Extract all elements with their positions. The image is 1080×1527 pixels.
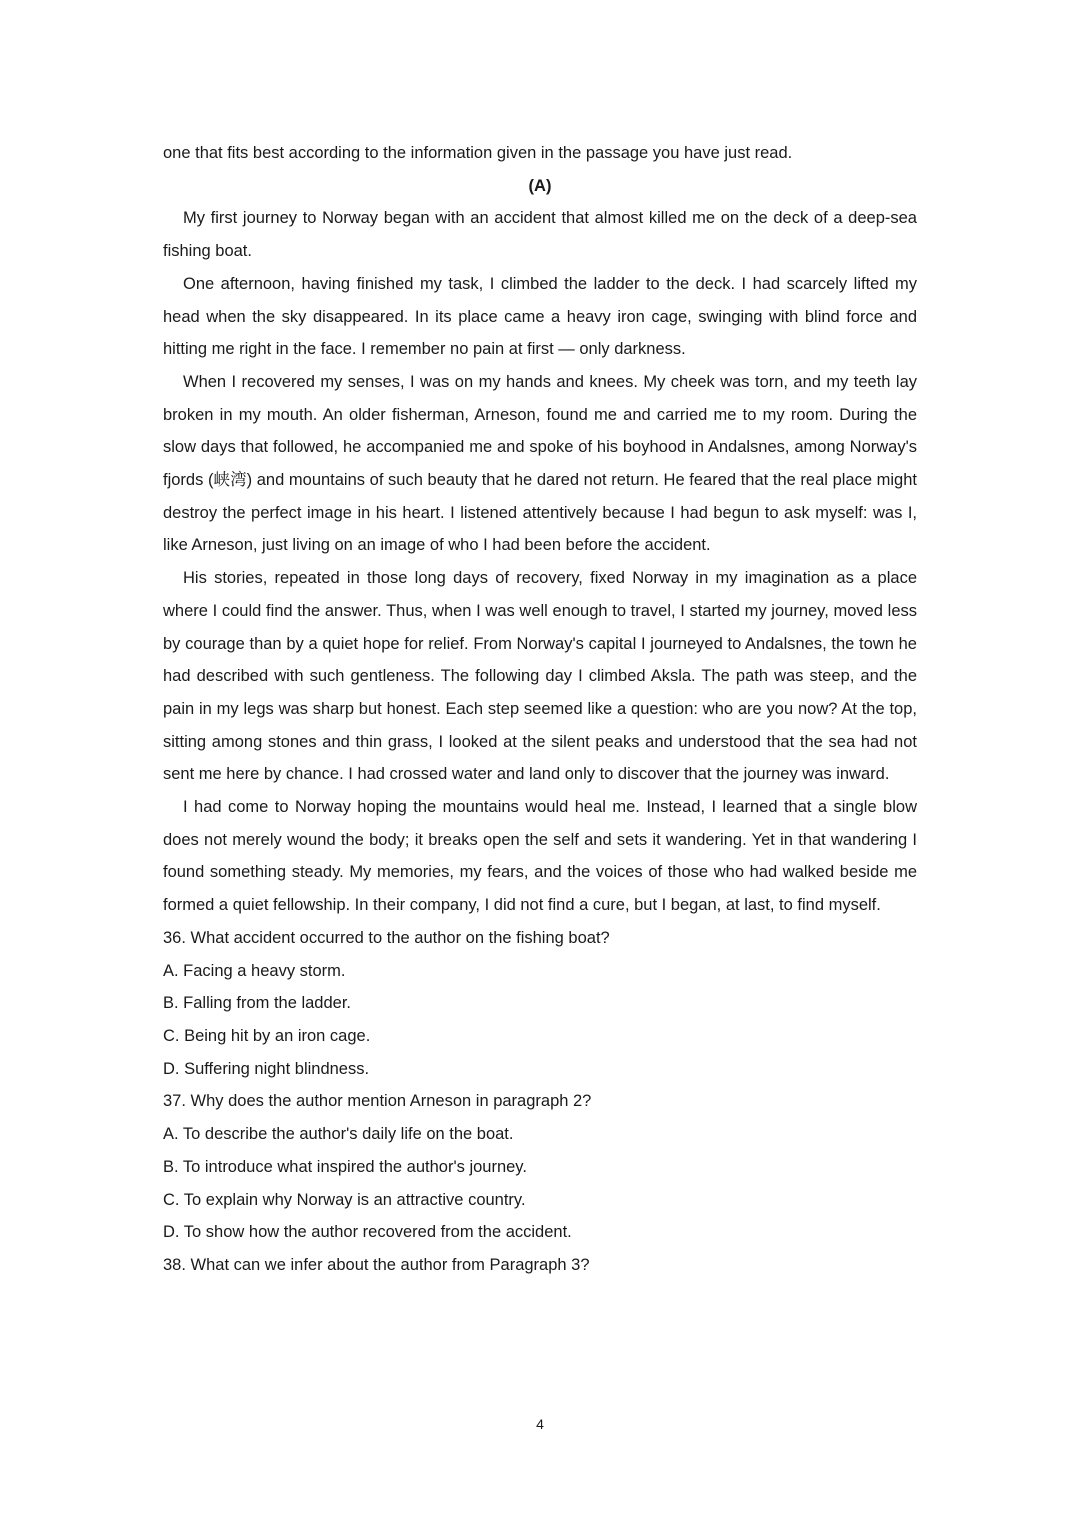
- option-36-d: D. Suffering night blindness.: [163, 1059, 370, 1078]
- option-37-c: C. To explain why Norway is an attractive country.: [163, 1190, 526, 1209]
- paragraph-5: I had come to Norway hoping the mountains would heal me. Instead, I learned that a single blow does not merely wound the body; it breaks open the self and sets it wandering. Yet in that wandering I found something steady. My memories, my fears, and the voices of those who had walked beside me formed a quiet fellowship. In their company, I did not find a cure, but I began, at last, to find myself.: [163, 798, 917, 915]
- paragraph-2: One afternoon, having finished my task, I climbed the ladder to the deck. I had scarcely lifted my head when the sky disappeared. In its place came a heavy iron cage, swinging with blind force and hitting me right in the face. I remember no pain at first — only darkness.: [163, 274, 917, 359]
- paragraph-3: When I recovered my senses, I was on my hands and knees. My cheek was torn, and my teeth lay broken in my mouth. An older fisherman, Arneson, found me and carried me to my room. During the slow days that followed, he accompanied me and spoke of his boyhood in Andalsnes, among Norway's fjords (峡湾) and mountains of such beauty that he dared not return. He feared that the real place might destroy the perfect image in his heart. I listened attentively because I had begun to ask myself: was I, like Arneson, just living on an image of who I had been before the accident.: [163, 372, 917, 555]
- option-36-a: A. Facing a heavy storm.: [163, 961, 346, 980]
- question-36: 36. What accident occurred to the author on the fishing boat?: [163, 928, 610, 947]
- option-36-c: C. Being hit by an iron cage.: [163, 1026, 371, 1045]
- option-37-a: A. To describe the author's daily life on the boat.: [163, 1125, 514, 1144]
- question-37: 37. Why does the author mention Arneson in paragraph 2?: [163, 1092, 592, 1111]
- paragraph-1: My first journey to Norway began with an accident that almost killed me on the deck of a deep-sea fishing boat.: [163, 209, 917, 261]
- page-number: 4: [536, 1416, 544, 1432]
- paragraph-4: His stories, repeated in those long days of recovery, fixed Norway in my imagination as a place where I could find the answer. Thus, when I was well enough to travel, I started my journey, moved less by courage than by a quiet hope for relief. From Norway's capital I journeyed to Andalsnes, the town he had described with such gentleness. The following day I climbed Aksla. The path was steep, and the pain in my legs was sharp but honest. Each step seemed like a question: who are you now? At the top, sitting among stones and thin grass, I looked at the silent peaks and understood that the sea had not sent me here by chance. I had crossed water and land only to discover that the journey was inward.: [163, 569, 917, 784]
- intro-text: one that fits best according to the information given in the passage you have just read.: [163, 144, 793, 162]
- question-38: 38. What can we infer about the author from Paragraph 3?: [163, 1255, 590, 1274]
- document-body: [163, 137, 917, 1282]
- option-37-d: D. To show how the author recovered from the accident.: [163, 1223, 572, 1242]
- option-37-b: B. To introduce what inspired the author's journey.: [163, 1157, 527, 1176]
- option-36-b: B. Falling from the ladder.: [163, 994, 352, 1013]
- section-title: (A): [528, 176, 552, 195]
